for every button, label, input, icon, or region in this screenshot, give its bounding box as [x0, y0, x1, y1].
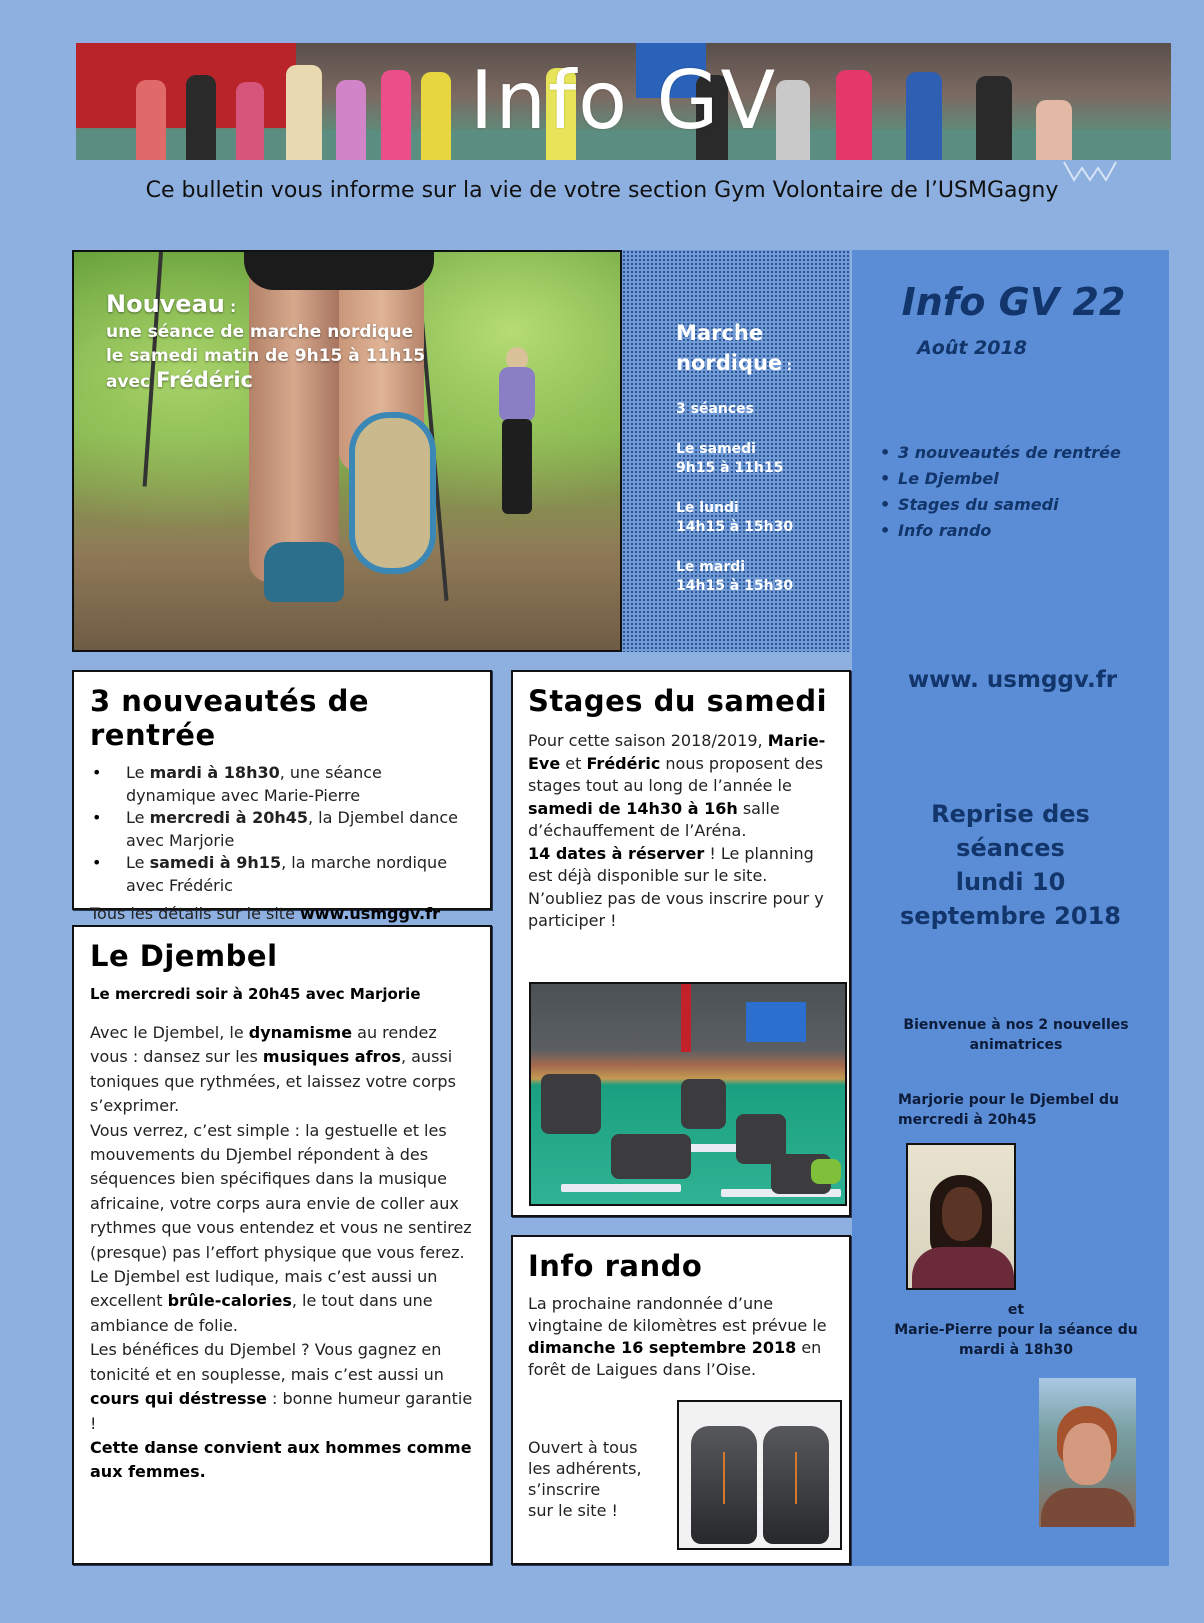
rando-open-line: sur le site ! — [528, 1501, 618, 1520]
session-time: 14h15 à 15h30 — [676, 578, 794, 594]
tagline: Ce bulletin vous informe sur la vie de votre section Gym Volontaire de l’USMGagny — [145, 178, 1059, 203]
marche-session — [676, 558, 793, 596]
welcome-text: Bienvenue à nos 2 nouvelles animatrices — [903, 1017, 1129, 1053]
marie-pierre-photo — [1039, 1378, 1136, 1527]
hero-line: le samedi matin de 9h15 à 11h15 — [106, 346, 426, 366]
toc-item[interactable]: • Le Djembel — [880, 466, 1160, 492]
marie-pierre-caption-text: Marie-Pierre pour la séance du mardi à 18h30 — [894, 1322, 1138, 1358]
reprise-line: lundi 10 — [955, 868, 1066, 896]
marche-title — [676, 318, 792, 382]
rando-open-line: s’inscrire — [528, 1480, 601, 1499]
toc-item[interactable]: • Info rando — [880, 518, 1160, 544]
list-item: • Le samedi à 9h15, la marche nordique avec Frédéric — [90, 852, 474, 897]
hiking-boots-photo — [677, 1400, 842, 1550]
section-title: 3 nouveautés de rentrée — [90, 684, 370, 752]
session-day: Le samedi — [676, 441, 756, 457]
paragraph: Les bénéfices du Djembel ? Vous gagnez en tonicité et en souplesse, mais c’est aussi un cours qui déstresse : bonne humeur garantie ! — [90, 1340, 473, 1433]
photo-shoe-sole — [349, 412, 436, 574]
and-text: et — [1007, 1302, 1025, 1318]
hero-heading-colon: : — [224, 298, 237, 316]
djembel-subtitle: Le mercredi soir à 20h45 avec Marjorie — [90, 985, 421, 1003]
photo-walker — [494, 347, 539, 517]
paragraph: Le Djembel est ludique, mais c’est aussi un excellent brûle-calories, le tout dans une ambiance de folie. — [90, 1267, 438, 1335]
header-banner — [76, 43, 1171, 160]
rando-open-line: Ouvert à tous — [528, 1438, 638, 1457]
site-url-link[interactable]: www. usmggv.fr — [907, 667, 1118, 693]
hero-instructor-name: Frédéric — [156, 368, 253, 392]
marche-session — [676, 440, 783, 478]
paragraph: Avec le Djembel, le dynamisme au rendez vous : dansez sur les musiques afros, aussi toniques que rythmées, et laissez votre corps s’exprimer. — [90, 1023, 456, 1116]
hero-line: une séance de marche nordique — [106, 322, 414, 342]
marche-title-line: Marche — [676, 321, 764, 345]
stages-body — [528, 730, 834, 933]
reprise-line: septembre 2018 — [900, 902, 1121, 930]
marche-count: 3 séances — [676, 401, 754, 417]
djembel-body — [90, 1021, 474, 1485]
stages-photo — [529, 982, 847, 1206]
session-day: Le lundi — [676, 500, 739, 516]
rando-open-text — [528, 1437, 642, 1521]
toc-item[interactable]: • Stages du samedi — [880, 492, 1160, 518]
djembel-section — [72, 925, 492, 1565]
stages-section — [511, 670, 851, 1217]
rando-open-line: les adhérents, — [528, 1459, 642, 1478]
paragraph: 14 dates à réserver ! Le planning est déjà disponible sur le site. N’oubliez pas de vous inscrire pour y participer ! — [528, 843, 824, 930]
section-title: Info rando — [528, 1249, 703, 1283]
nouveautes-section — [72, 670, 492, 923]
photo-shoe — [264, 542, 344, 602]
marche-title-line: nordique — [676, 351, 783, 375]
list-item: • Le mardi à 18h30, une séance dynamique avec Marie-Pierre — [90, 762, 474, 807]
hero-caption — [106, 290, 425, 394]
marche-session — [676, 499, 793, 537]
nordic-walking-photo — [72, 250, 622, 652]
reprise-announcement — [852, 797, 1169, 933]
issue-date: Août 2018 — [917, 337, 1027, 359]
paragraph: Pour cette saison 2018/2019, Marie-Eve et Frédéric nous proposent des stages tout au long de l’année le samedi de 14h30 à 16h salle d’échauffement de l’Aréna. — [528, 731, 826, 840]
issue-title: Info GV 22 — [901, 280, 1126, 324]
marjorie-caption: Marjorie pour le Djembel du mercredi à 20h45 — [898, 1092, 1120, 1128]
toc-item[interactable]: • 3 nouveautés de rentrée — [880, 440, 1160, 466]
photo-shorts — [244, 252, 434, 290]
marche-title-colon: : — [782, 359, 792, 374]
marie-pierre-caption — [876, 1300, 1156, 1360]
table-of-contents — [880, 440, 1160, 544]
rando-description: La prochaine randonnée d’une vingtaine de kilomètres est prévue le dimanche 16 septembre 2018 en forêt de Laigues dans l’Oise. — [528, 1294, 827, 1379]
section-title: Stages du samedi — [528, 684, 828, 718]
session-time: 9h15 à 11h15 — [676, 460, 784, 476]
hero-line-prefix: avec — [106, 372, 157, 392]
paragraph: Vous verrez, c’est simple : la gestuelle et les mouvements du Djembel répondent à des séquences bien spécifiques dans la musique africaine, votre corps aura envie de coller aux rythmes que vous entendez et vous ne sentirez (presque) pas l’effort physique que vous ferez. — [90, 1120, 472, 1262]
hero-heading: Nouveau — [106, 290, 225, 318]
session-time: 14h15 à 15h30 — [676, 519, 794, 535]
reprise-line: séances — [956, 834, 1065, 862]
marche-nordique-panel — [622, 250, 850, 652]
banner-title: Info GV — [469, 54, 778, 147]
section-title: Le Djembel — [90, 939, 278, 973]
paragraph: Cette danse convient aux hommes comme aux femmes. — [90, 1437, 472, 1482]
nouveautes-list — [90, 762, 474, 897]
rando-section — [511, 1235, 851, 1565]
session-day: Le mardi — [676, 559, 746, 575]
nouveautes-footer: Tous les détails sur le site www.usmggv.fr — [90, 904, 440, 923]
site-link[interactable]: www.usmggv.fr — [300, 904, 440, 923]
marjorie-photo — [906, 1143, 1016, 1290]
reprise-line: Reprise des — [931, 800, 1090, 828]
list-item: • Le mercredi à 20h45, la Djembel dance avec Marjorie — [90, 807, 474, 852]
